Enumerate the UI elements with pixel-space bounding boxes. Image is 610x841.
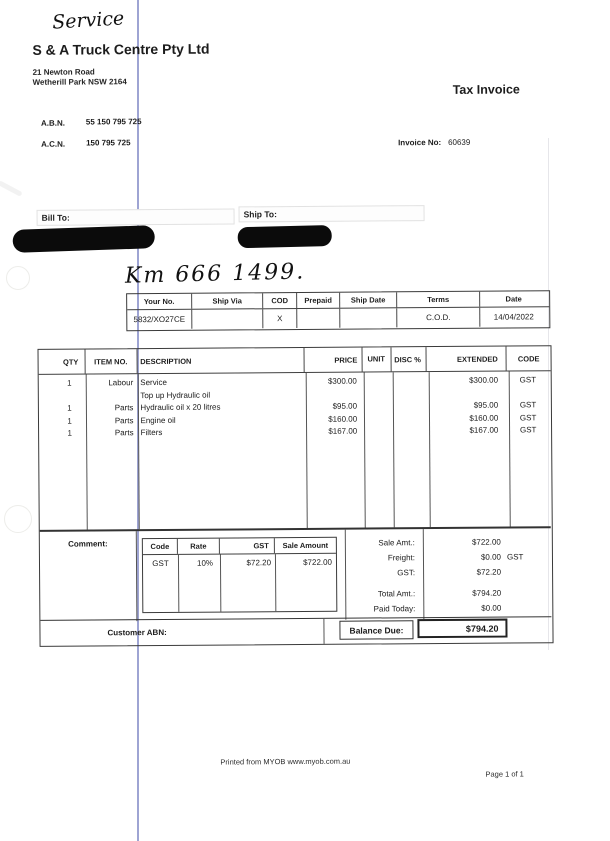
item-extended: $160.00 [469, 413, 499, 423]
item-description: Service Top up Hydraulic oil [140, 377, 211, 400]
total-row [345, 549, 551, 565]
shipping-ship-via-value [192, 309, 263, 328]
total-row [345, 564, 551, 580]
item-extended: $95.00 [473, 400, 499, 410]
customer-abn-label: Customer ABN: [107, 627, 167, 638]
items-table [37, 345, 553, 647]
item-no: Parts [114, 415, 134, 425]
item-no: Parts [114, 403, 134, 413]
gst-subtable [142, 537, 338, 613]
redaction-mark-ship-to [237, 225, 331, 248]
invoice-no-value: 60639 [448, 137, 471, 147]
handwritten-service-note: Service [51, 7, 125, 34]
shipping-header-date: Date [505, 294, 522, 304]
total-value: $722.00 [471, 537, 501, 547]
total-label: Paid Today: [373, 604, 416, 614]
shipping-info-table [126, 290, 550, 331]
items-header-description: DESCRIPTION [137, 348, 304, 373]
shipping-header-terms: Terms [397, 292, 480, 308]
item-code: GST [519, 425, 537, 435]
page-number-text: Page 1 of 1 [485, 769, 524, 779]
item-price: $167.00 [328, 426, 358, 436]
total-row [345, 585, 551, 601]
item-code: GST [519, 400, 537, 410]
gst-header-rate: Rate [178, 539, 220, 554]
acn-value: 150 795 725 [86, 138, 131, 148]
item-price: $160.00 [328, 414, 358, 424]
abn-value: 55 150 795 725 [85, 117, 142, 127]
items-header-qty: QTY [39, 349, 86, 373]
items-header-code: CODE [517, 353, 540, 363]
shipping-prepaid-value [297, 309, 340, 328]
gst-sale-amount-value: $722.00 [303, 557, 333, 567]
item-no: Labour [108, 378, 134, 388]
comment-label: Comment: [68, 539, 108, 549]
totals-block [345, 528, 552, 619]
gst-rate-value: 10% [196, 558, 214, 568]
shipping-your-no-value: 5832/XO27CE [127, 310, 192, 329]
total-label: Total Amt.: [377, 589, 416, 599]
company-address-line2: Wetherill Park NSW 2164 [32, 77, 127, 87]
item-price: $300.00 [327, 376, 357, 386]
item-price: $95.00 [332, 401, 358, 411]
total-row [345, 534, 551, 550]
invoice-no-label: Invoice No: [398, 138, 442, 148]
item-code: GST [519, 375, 537, 385]
item-description: Filters [140, 427, 163, 438]
gst-amount-value: $72.20 [246, 558, 272, 568]
company-address-line1: 21 Newton Road [32, 67, 95, 77]
item-row [39, 374, 550, 403]
item-qty: 1 [67, 428, 72, 438]
total-label: GST: [397, 568, 416, 578]
ship-to-label: Ship To: [239, 205, 425, 222]
summary-section [40, 526, 552, 622]
shipping-header-prepaid: Prepaid [297, 293, 340, 308]
item-row [39, 424, 550, 440]
item-no: Parts [114, 428, 134, 438]
total-value: $794.20 [472, 588, 502, 598]
item-code: GST [519, 412, 537, 422]
acn-label: A.C.N. [41, 139, 66, 149]
redaction-mark-bill-to [12, 225, 155, 253]
shipping-header-ship-via: Ship Via [192, 293, 263, 308]
shipping-ship-date-value [340, 308, 397, 327]
gst-header-gst: GST [220, 538, 275, 553]
items-header-extended: EXTENDED [427, 347, 507, 372]
item-extended: $167.00 [469, 425, 499, 435]
balance-due-label: Balance Due: [339, 620, 413, 640]
abn-label: A.B.N. [40, 118, 65, 128]
items-table-body [39, 371, 551, 530]
item-qty: 1 [67, 403, 72, 413]
item-description: Hydraulic oil x 20 litres [140, 402, 221, 413]
total-value: $0.00 [480, 552, 501, 562]
balance-due-value: $794.20 [417, 619, 507, 639]
item-description: Engine oil [140, 415, 176, 425]
total-value: $72.20 [476, 567, 502, 577]
total-row [345, 600, 551, 616]
items-header-unit: UNIT [362, 347, 391, 371]
shipping-header-ship-date: Ship Date [340, 292, 397, 307]
tax-invoice-title: Tax Invoice [452, 82, 520, 97]
balance-row [40, 616, 551, 646]
total-suffix: GST [506, 552, 524, 562]
handwritten-km-note: Km 666 1499. [124, 259, 306, 289]
item-qty: 1 [67, 378, 72, 388]
printed-from-text: Printed from MYOB www.myob.com.au [220, 756, 351, 767]
gst-header-sale-amount: Sale Amount [282, 540, 329, 551]
item-qty: 1 [67, 416, 72, 426]
shipping-header-cod: COD [263, 293, 297, 308]
total-value: $0.00 [481, 603, 502, 613]
item-extended: $300.00 [469, 375, 499, 385]
gst-header-code: Code [143, 539, 178, 554]
bill-to-label: Bill To: [37, 208, 235, 225]
items-header-item-no: ITEM NO. [85, 349, 137, 373]
shipping-terms-value: C.O.D. [397, 308, 480, 328]
total-label: Freight: [387, 553, 415, 563]
total-label: Sale Amt.: [378, 538, 415, 548]
items-header-disc: DISC % [391, 347, 427, 371]
shipping-cod-value: X [263, 309, 297, 328]
items-header-price: PRICE [304, 348, 362, 372]
shipping-date-value: 14/04/2022 [493, 312, 534, 322]
company-name: S & A Truck Centre Pty Ltd [32, 40, 210, 58]
shipping-header-your-no: Your No. [127, 294, 192, 309]
gst-code-value: GST [152, 558, 169, 569]
